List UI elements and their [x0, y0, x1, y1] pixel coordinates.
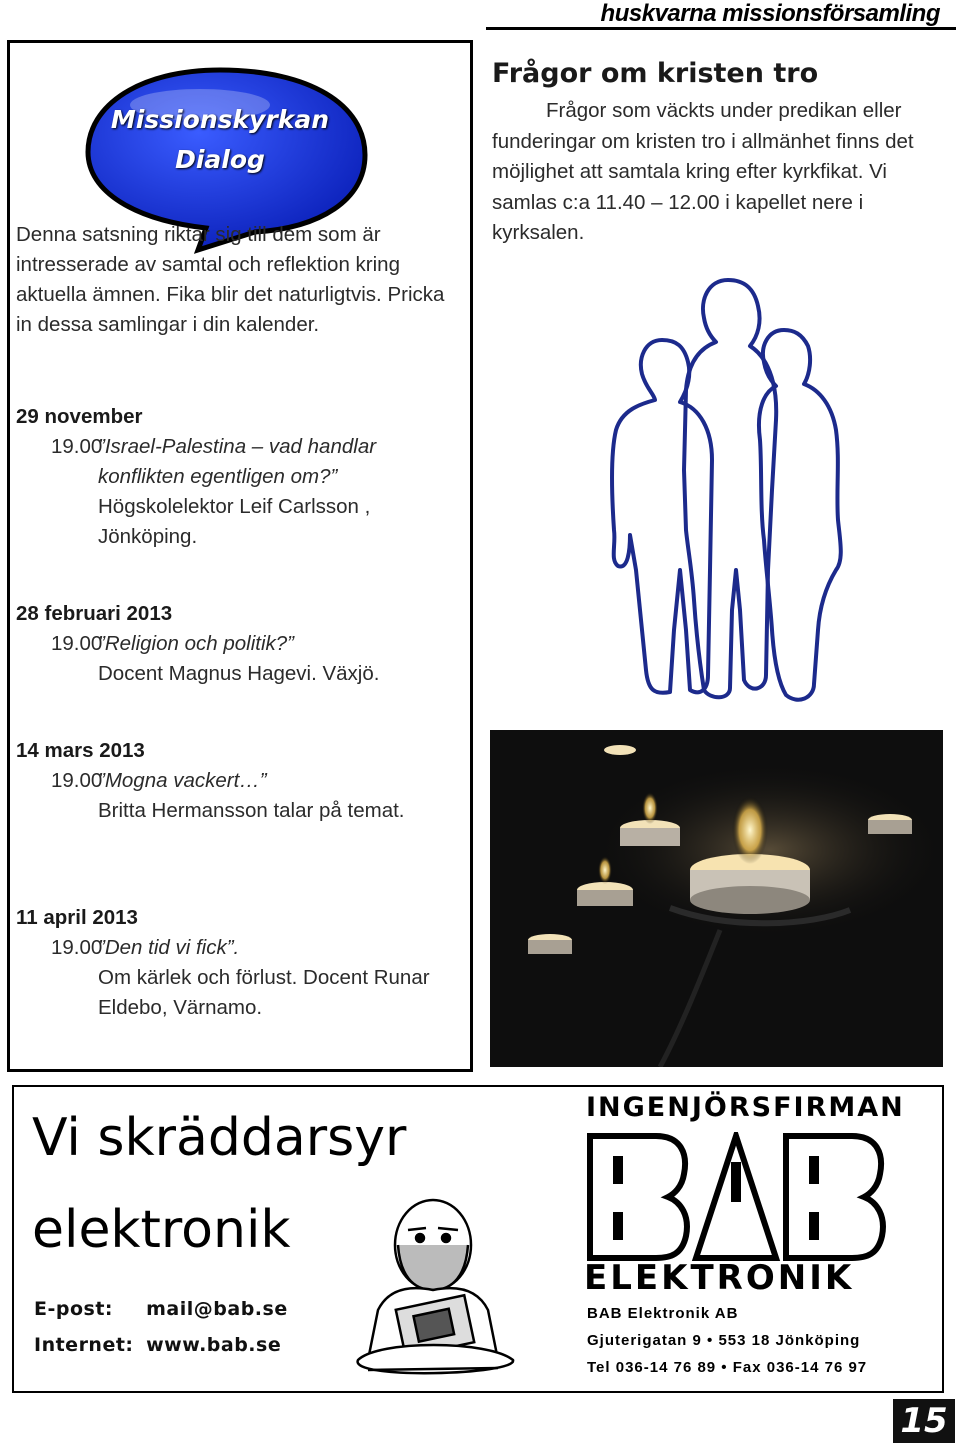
page-number: 15: [893, 1399, 955, 1443]
ad-web-row: [34, 1334, 281, 1356]
company-prefix: INGENJÖRSFIRMAN: [586, 1092, 905, 1123]
company-phone: Tel 036-14 76 89 • Fax 036-14 76 97: [587, 1359, 868, 1376]
ad-slogan-line-1: Vi skräddarsyr: [32, 1108, 407, 1168]
event-speaker: Om kärlek och förlust. Docent Runar Eldebo, Värnamo.: [98, 966, 430, 1019]
email-value[interactable]: mail@bab.se: [146, 1298, 288, 1320]
header-rule: [486, 27, 956, 30]
event-date: 11 april 2013: [16, 906, 138, 929]
section-body: Frågor som väckts under predikan eller funderingar om kristen tro i allmänhet finns det möjlighet att samtala kring efter kyrkfikat. Vi samlas c:a 11.40 – 12.00 i kapellet nere i kyrksalen.: [492, 99, 914, 244]
ad-email-row: [34, 1298, 288, 1320]
company-name: BAB Elektronik AB: [587, 1305, 739, 1322]
section-title: Frågor om kristen tro: [492, 58, 819, 89]
event-talk: ”Religion och politik?”: [98, 632, 294, 655]
bubble-title: [80, 100, 360, 180]
candles-icon: [490, 730, 943, 1067]
bubble-line-2: Dialog: [175, 145, 265, 174]
event-date: 29 november: [16, 405, 143, 428]
event-speaker: Britta Hermansson talar på temat.: [98, 799, 405, 822]
event-date: 14 mars 2013: [16, 739, 145, 762]
intro-text: Denna satsning riktar sig till dem som är intresserade av samtal och reflektion kring aktuella ämnen. Fika blir det naturligtvis. Pricka in dessa samlingar i din kalender.: [16, 223, 445, 336]
event-date: 28 februari 2013: [16, 602, 173, 625]
candles-photo: [490, 730, 943, 1067]
event-talk: ”Den tid vi fick”.: [98, 936, 240, 959]
event-4: [16, 903, 456, 1023]
ad-slogan-line-2: elektronik: [32, 1200, 291, 1260]
event-speaker: Högskolelektor Leif Carlsson , Jönköping.: [98, 495, 371, 548]
event-time: 19.00: [51, 769, 103, 792]
event-time: 19.00: [51, 632, 103, 655]
event-talk: ”Israel-Palestina – vad handlar konflikten egentligen om?”: [98, 435, 377, 488]
event-speaker: Docent Magnus Hagevi. Växjö.: [98, 662, 380, 685]
event-time: 19.00: [51, 936, 103, 959]
event-talk: ”Mogna vackert…”: [98, 769, 267, 792]
company-address: Gjuterigatan 9 • 553 18 Jönköping: [587, 1332, 861, 1349]
email-label: E-post:: [34, 1298, 114, 1320]
event-2: [16, 599, 456, 689]
company-suffix: ELEKTRONIK: [584, 1258, 855, 1298]
event-1: [16, 402, 456, 552]
event-time: 19.00: [51, 435, 103, 458]
people-silhouette-icon: [600, 270, 850, 715]
event-3: [16, 736, 456, 826]
header-title: huskvarna missionsförsamling: [600, 0, 940, 27]
bubble-line-1: Missionskyrkan: [110, 105, 330, 134]
cartoon-man-icon: [338, 1190, 528, 1385]
web-value[interactable]: www.bab.se: [146, 1334, 282, 1356]
bab-logo-icon: [586, 1132, 886, 1262]
web-label: Internet:: [34, 1334, 134, 1356]
